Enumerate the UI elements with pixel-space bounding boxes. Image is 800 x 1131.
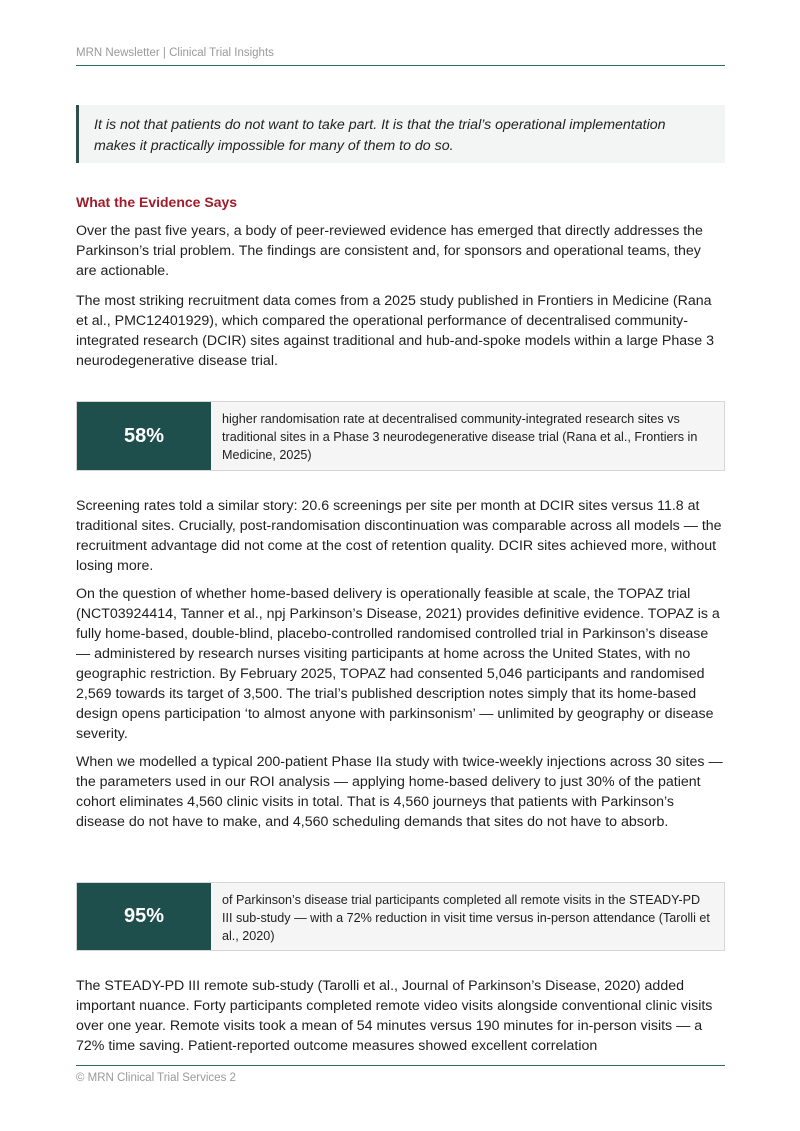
paragraph-model: When we modelled a typical 200-patient Phase IIa study with twice-weekly injections across 30 sites — the parameters used in our ROI analysis — applying home-based delivery to just 30% of the patient cohort eliminates 4,560 clinic visits in total. That is 4,560 journeys that patients with Parkinson’s disease do not have to make, and 4,560 scheduling demands that sites do not have to absorb. xyxy=(76,754,723,830)
stat-callout-58 xyxy=(76,401,725,471)
stat-description: higher randomisation rate at decentralised community-integrated research sites vs traditional sites in a Phase 3 neurodegenerative disease trial (Rana et al., Frontiers in Medicine, 2025) xyxy=(222,412,698,462)
paragraph-intro: Over the past five years, a body of peer-reviewed evidence has emerged that directly addresses the Parkinson’s trial problem. The findings are consistent and, for sponsors and operational teams, they are actionable. xyxy=(76,223,703,279)
pull-quote: It is not that patients do not want to take part. It is that the trial’s operational implementation makes it practically impossible for many of them to do so. xyxy=(76,105,725,163)
page-footer: © MRN Clinical Trial Services 2 xyxy=(76,1065,725,1084)
stat-value: 95% xyxy=(77,883,211,950)
page-header: MRN Newsletter | Clinical Trial Insights xyxy=(76,47,725,66)
paragraph-steady-pd: The STEADY-PD III remote sub-study (Tarolli et al., Journal of Parkinson’s Disease, 2020) added important nuance. Forty participants completed remote video visits alongside conventional clinic visits over one year. Remote visits took a mean of 54 minutes versus 190 minutes for in-person visits — a 72% time saving. Patient-reported outcome measures showed excellent correlation xyxy=(76,978,713,1054)
stat-callout-95 xyxy=(76,882,725,951)
paragraph-topaz: On the question of whether home-based delivery is operationally feasible at scale, the TOPAZ trial (NCT03924414, Tanner et al., npj Parkinson’s Disease, 2021) provides definitive evidence. TOPAZ is a fully home-based, double-blind, placebo-controlled randomised controlled trial in Parkinson’s disease — administered by research nurses visiting participants at home across the United States, with no geographic restriction. By February 2025, TOPAZ had consented 5,046 participants and randomised 2,569 towards its target of 3,500. The trial’s published description notes simply that its home-based design opens participation ‘to almost anyone with parkinsonism’ — unlimited by geography or disease severity. xyxy=(76,586,720,742)
section-heading: What the Evidence Says xyxy=(76,194,238,210)
paragraph-screening: Screening rates told a similar story: 20.6 screenings per site per month at DCIR sites versus 11.8 at traditional sites. Crucially, post-randomisation discontinuation was comparable across all models — the recruitment advantage did not come at the cost of retention quality. DCIR sites achieved more, without losing more. xyxy=(76,498,722,574)
stat-description: of Parkinson’s disease trial participants completed all remote visits in the STEADY-PD III sub-study — with a 72% reduction in visit time versus in-person attendance (Tarolli et al., 2020) xyxy=(222,893,710,943)
paragraph-recruitment: The most striking recruitment data comes from a 2025 study published in Frontiers in Medicine (Rana et al., PMC12401929), which compared the operational performance of decentralised community-integrated research (DCIR) sites against traditional and hub-and-spoke models within a large Phase 3 neurodegenerative disease trial. xyxy=(76,293,714,369)
stat-value: 58% xyxy=(77,402,211,470)
